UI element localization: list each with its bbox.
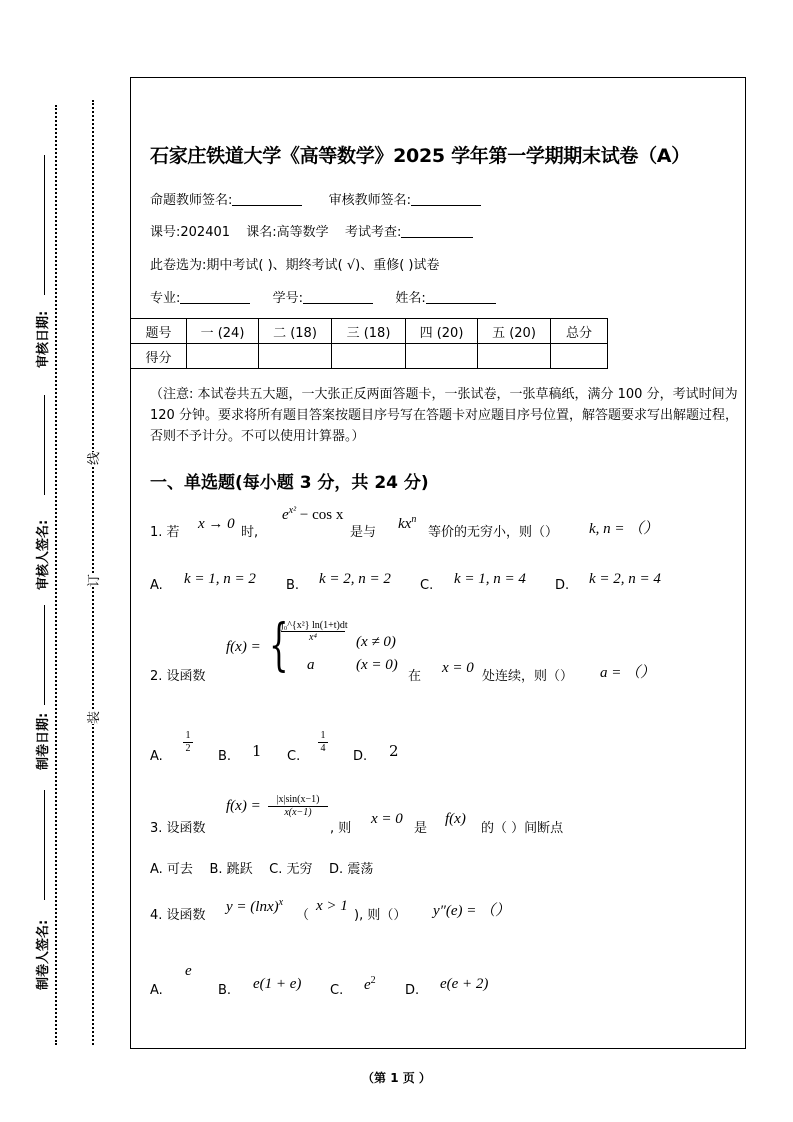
score-table bbox=[130, 318, 608, 369]
binding-dotted-line-inner bbox=[92, 100, 94, 1045]
q3-num: |x|sin(x−1) bbox=[268, 794, 328, 807]
score-cell[interactable] bbox=[332, 344, 406, 369]
q2-opt-b-label: B. bbox=[218, 749, 232, 764]
q3-den: x(x−1) bbox=[284, 807, 312, 818]
name-label: 姓名: bbox=[395, 291, 426, 306]
binding-char-zhuang: 装 bbox=[83, 711, 102, 724]
q1-text-2: 是与 bbox=[350, 525, 377, 540]
q2-opt-a[interactable] bbox=[183, 730, 193, 755]
q2-a: a bbox=[307, 657, 315, 673]
q1-opt-b[interactable]: k = 2, n = 2 bbox=[319, 571, 391, 587]
q4-text-2: ), 则（） bbox=[354, 908, 407, 923]
section-1-title: 一、单选题(每小题 3 分，共 24 分) bbox=[150, 473, 429, 493]
q4-opt-a-label: A. bbox=[150, 983, 163, 998]
proposer-blank[interactable] bbox=[232, 193, 302, 206]
binding-char-xian: 线 bbox=[83, 452, 102, 465]
q1-expr-sup: x² bbox=[288, 505, 297, 516]
major-label: 专业: bbox=[150, 291, 181, 306]
q1-expr-rest: − cos x bbox=[296, 507, 344, 523]
q2-integral-frac bbox=[281, 620, 348, 643]
q2-opt-b[interactable]: 1 bbox=[252, 742, 262, 760]
q3-options[interactable]: A. 可去 B. 跳跃 C. 无穷 D. 震荡 bbox=[150, 862, 374, 877]
q4-ask: y″(e) = （） bbox=[433, 903, 511, 919]
q3-fx: f(x) bbox=[445, 811, 466, 827]
q2-opt-c-label: C. bbox=[287, 749, 301, 764]
exam-type-blank[interactable] bbox=[401, 225, 473, 238]
make-date-line bbox=[44, 605, 45, 705]
major-blank[interactable] bbox=[180, 291, 250, 304]
score-cell[interactable] bbox=[259, 344, 332, 369]
reviewer-blank[interactable] bbox=[411, 193, 481, 206]
q1-opt-a[interactable]: k = 1, n = 2 bbox=[184, 571, 256, 587]
q4-text-1: （ bbox=[296, 908, 310, 923]
q4-opt-c[interactable] bbox=[364, 975, 376, 994]
signature-line bbox=[150, 189, 481, 208]
score-header-cell: 五 (20) bbox=[478, 319, 551, 344]
q1-kx-base: kx bbox=[398, 516, 412, 532]
q2-opt-c-den: 4 bbox=[320, 743, 326, 754]
q4-opt-c-label: C. bbox=[330, 983, 344, 998]
exam-notice: （注意: 本试卷共五大题，一大张正反两面答题卡，一张试卷，一张草稿纸，满分 100 分，考试时间为 120 分钟。要求将所有题目答案按题目序号写在答题卡对应题目序号位置，解答题要求写出解题过程，否则不予计分。不可以使用计算器。） bbox=[150, 387, 738, 444]
score-header-cell: 题号 bbox=[131, 319, 187, 344]
score-cell[interactable] bbox=[478, 344, 551, 369]
q3-f: f(x) = bbox=[226, 798, 261, 814]
q1-opt-d-label: D. bbox=[555, 578, 570, 593]
q1-opt-b-label: B. bbox=[286, 578, 300, 593]
q2-cond2: (x = 0) bbox=[356, 657, 398, 673]
q2-prefix: 2. 设函数 bbox=[150, 669, 206, 684]
q4-opt-b-label: B. bbox=[218, 983, 232, 998]
score-cell[interactable] bbox=[406, 344, 478, 369]
q1-condition: x → 0 bbox=[198, 516, 235, 532]
q1-ask: k, n = （） bbox=[589, 521, 659, 537]
q1-opt-c[interactable]: k = 1, n = 4 bbox=[454, 571, 526, 587]
binding-char-ding: 订 bbox=[83, 574, 102, 587]
score-cell[interactable] bbox=[187, 344, 259, 369]
q4-opt-c-sup: 2 bbox=[370, 975, 376, 986]
course-no: 课号:202401 bbox=[150, 225, 231, 240]
q2-cond1: (x ≠ 0) bbox=[356, 634, 396, 650]
q3-text-1: , 则 bbox=[330, 821, 352, 836]
q2-f: f(x) = bbox=[226, 639, 261, 655]
student-info-line bbox=[150, 287, 496, 306]
score-row-label: 得分 bbox=[131, 344, 187, 369]
q2-ask: a = （） bbox=[600, 665, 656, 681]
q2-opt-c-num: 1 bbox=[318, 730, 328, 743]
q3-prefix: 3. 设函数 bbox=[150, 821, 206, 836]
student-no-blank[interactable] bbox=[303, 291, 373, 304]
page-footer: （第 1 页 ） bbox=[362, 1071, 431, 1085]
course-name: 课名:高等数学 bbox=[246, 225, 329, 240]
name-blank[interactable] bbox=[426, 291, 496, 304]
score-header-cell: 四 (20) bbox=[406, 319, 478, 344]
reviewer-label: 审核教师签名: bbox=[328, 193, 412, 208]
q1-opt-a-label: A. bbox=[150, 578, 163, 593]
q1-expr-base: e bbox=[282, 507, 289, 523]
maker-sign-label: 制卷人签名: bbox=[36, 919, 51, 990]
q2-int-den: x⁴ bbox=[309, 632, 317, 643]
score-cell[interactable] bbox=[551, 344, 608, 369]
q4-cond: x > 1 bbox=[316, 898, 348, 914]
q4-prefix: 4. 设函数 bbox=[150, 908, 206, 923]
q2-text-2: 处连续，则（） bbox=[482, 669, 574, 684]
q2-opt-a-label: A. bbox=[150, 749, 163, 764]
q4-opt-a[interactable]: e bbox=[185, 963, 192, 979]
review-date-label: 审核日期: bbox=[36, 310, 51, 368]
score-header-cell: 二 (18) bbox=[259, 319, 332, 344]
review-date-line bbox=[44, 155, 45, 295]
q2-opt-c[interactable] bbox=[318, 730, 328, 755]
paper-use: 此卷选为:期中考试( )、期终考试( √)、重修( )试卷 bbox=[150, 258, 440, 273]
q1-kx bbox=[398, 514, 416, 533]
q4-opt-d-label: D. bbox=[405, 983, 420, 998]
q2-opt-d[interactable]: 2 bbox=[389, 742, 399, 760]
q3-text-2: 是 bbox=[414, 821, 428, 836]
q2-opt-d-label: D. bbox=[353, 749, 368, 764]
q1-text-1: 时, bbox=[241, 525, 259, 540]
exam-title: 石家庄铁道大学《高等数学》2025 学年第一学期期末试卷（A） bbox=[150, 145, 690, 167]
q2-opt-a-den: 2 bbox=[185, 743, 191, 754]
q1-text-3: 等价的无穷小，则（） bbox=[428, 525, 559, 540]
student-no-label: 学号: bbox=[272, 291, 304, 306]
q1-opt-c-label: C. bbox=[420, 578, 434, 593]
q1-opt-d[interactable]: k = 2, n = 4 bbox=[589, 571, 661, 587]
q4-y-base: y = (lnx) bbox=[226, 899, 279, 915]
q4-opt-b[interactable]: e(1 + e) bbox=[253, 976, 302, 992]
q3-x0: x = 0 bbox=[371, 811, 403, 827]
make-date-label: 制卷日期: bbox=[36, 712, 51, 770]
q3-text-3: 的（ ）间断点 bbox=[481, 821, 564, 836]
binding-dotted-line-outer bbox=[55, 105, 57, 1045]
q4-y-sup: x bbox=[278, 897, 284, 908]
proposer-label: 命题教师签名: bbox=[150, 193, 233, 208]
score-header-cell: 三 (18) bbox=[332, 319, 406, 344]
maker-sign-line bbox=[44, 790, 45, 900]
q2-brace: { bbox=[269, 613, 289, 678]
q3-frac bbox=[268, 794, 328, 819]
exam-type-label: 考试考查: bbox=[344, 225, 402, 240]
score-table-score-row bbox=[131, 344, 608, 369]
q2-x0: x = 0 bbox=[442, 660, 474, 676]
score-header-cell: 总分 bbox=[551, 319, 608, 344]
q2-text-1: 在 bbox=[408, 669, 422, 684]
q4-opt-c-base: e bbox=[364, 977, 371, 993]
reviewer-sign-label: 审核人签名: bbox=[36, 519, 51, 590]
score-table-header-row bbox=[131, 319, 608, 344]
reviewer-sign-line bbox=[44, 395, 45, 495]
q1-kx-sup: n bbox=[411, 514, 417, 525]
score-header-cell: 一 (24) bbox=[187, 319, 259, 344]
q1-prefix: 1. 若 bbox=[150, 525, 180, 540]
course-line bbox=[150, 221, 473, 240]
q4-y bbox=[226, 897, 283, 916]
q2-opt-a-num: 1 bbox=[183, 730, 193, 743]
q4-opt-d[interactable]: e(e + 2) bbox=[440, 976, 489, 992]
q2-int-num: ∫₀^{x²} ln(1+t)dt bbox=[281, 620, 348, 631]
q1-expression bbox=[282, 505, 343, 524]
